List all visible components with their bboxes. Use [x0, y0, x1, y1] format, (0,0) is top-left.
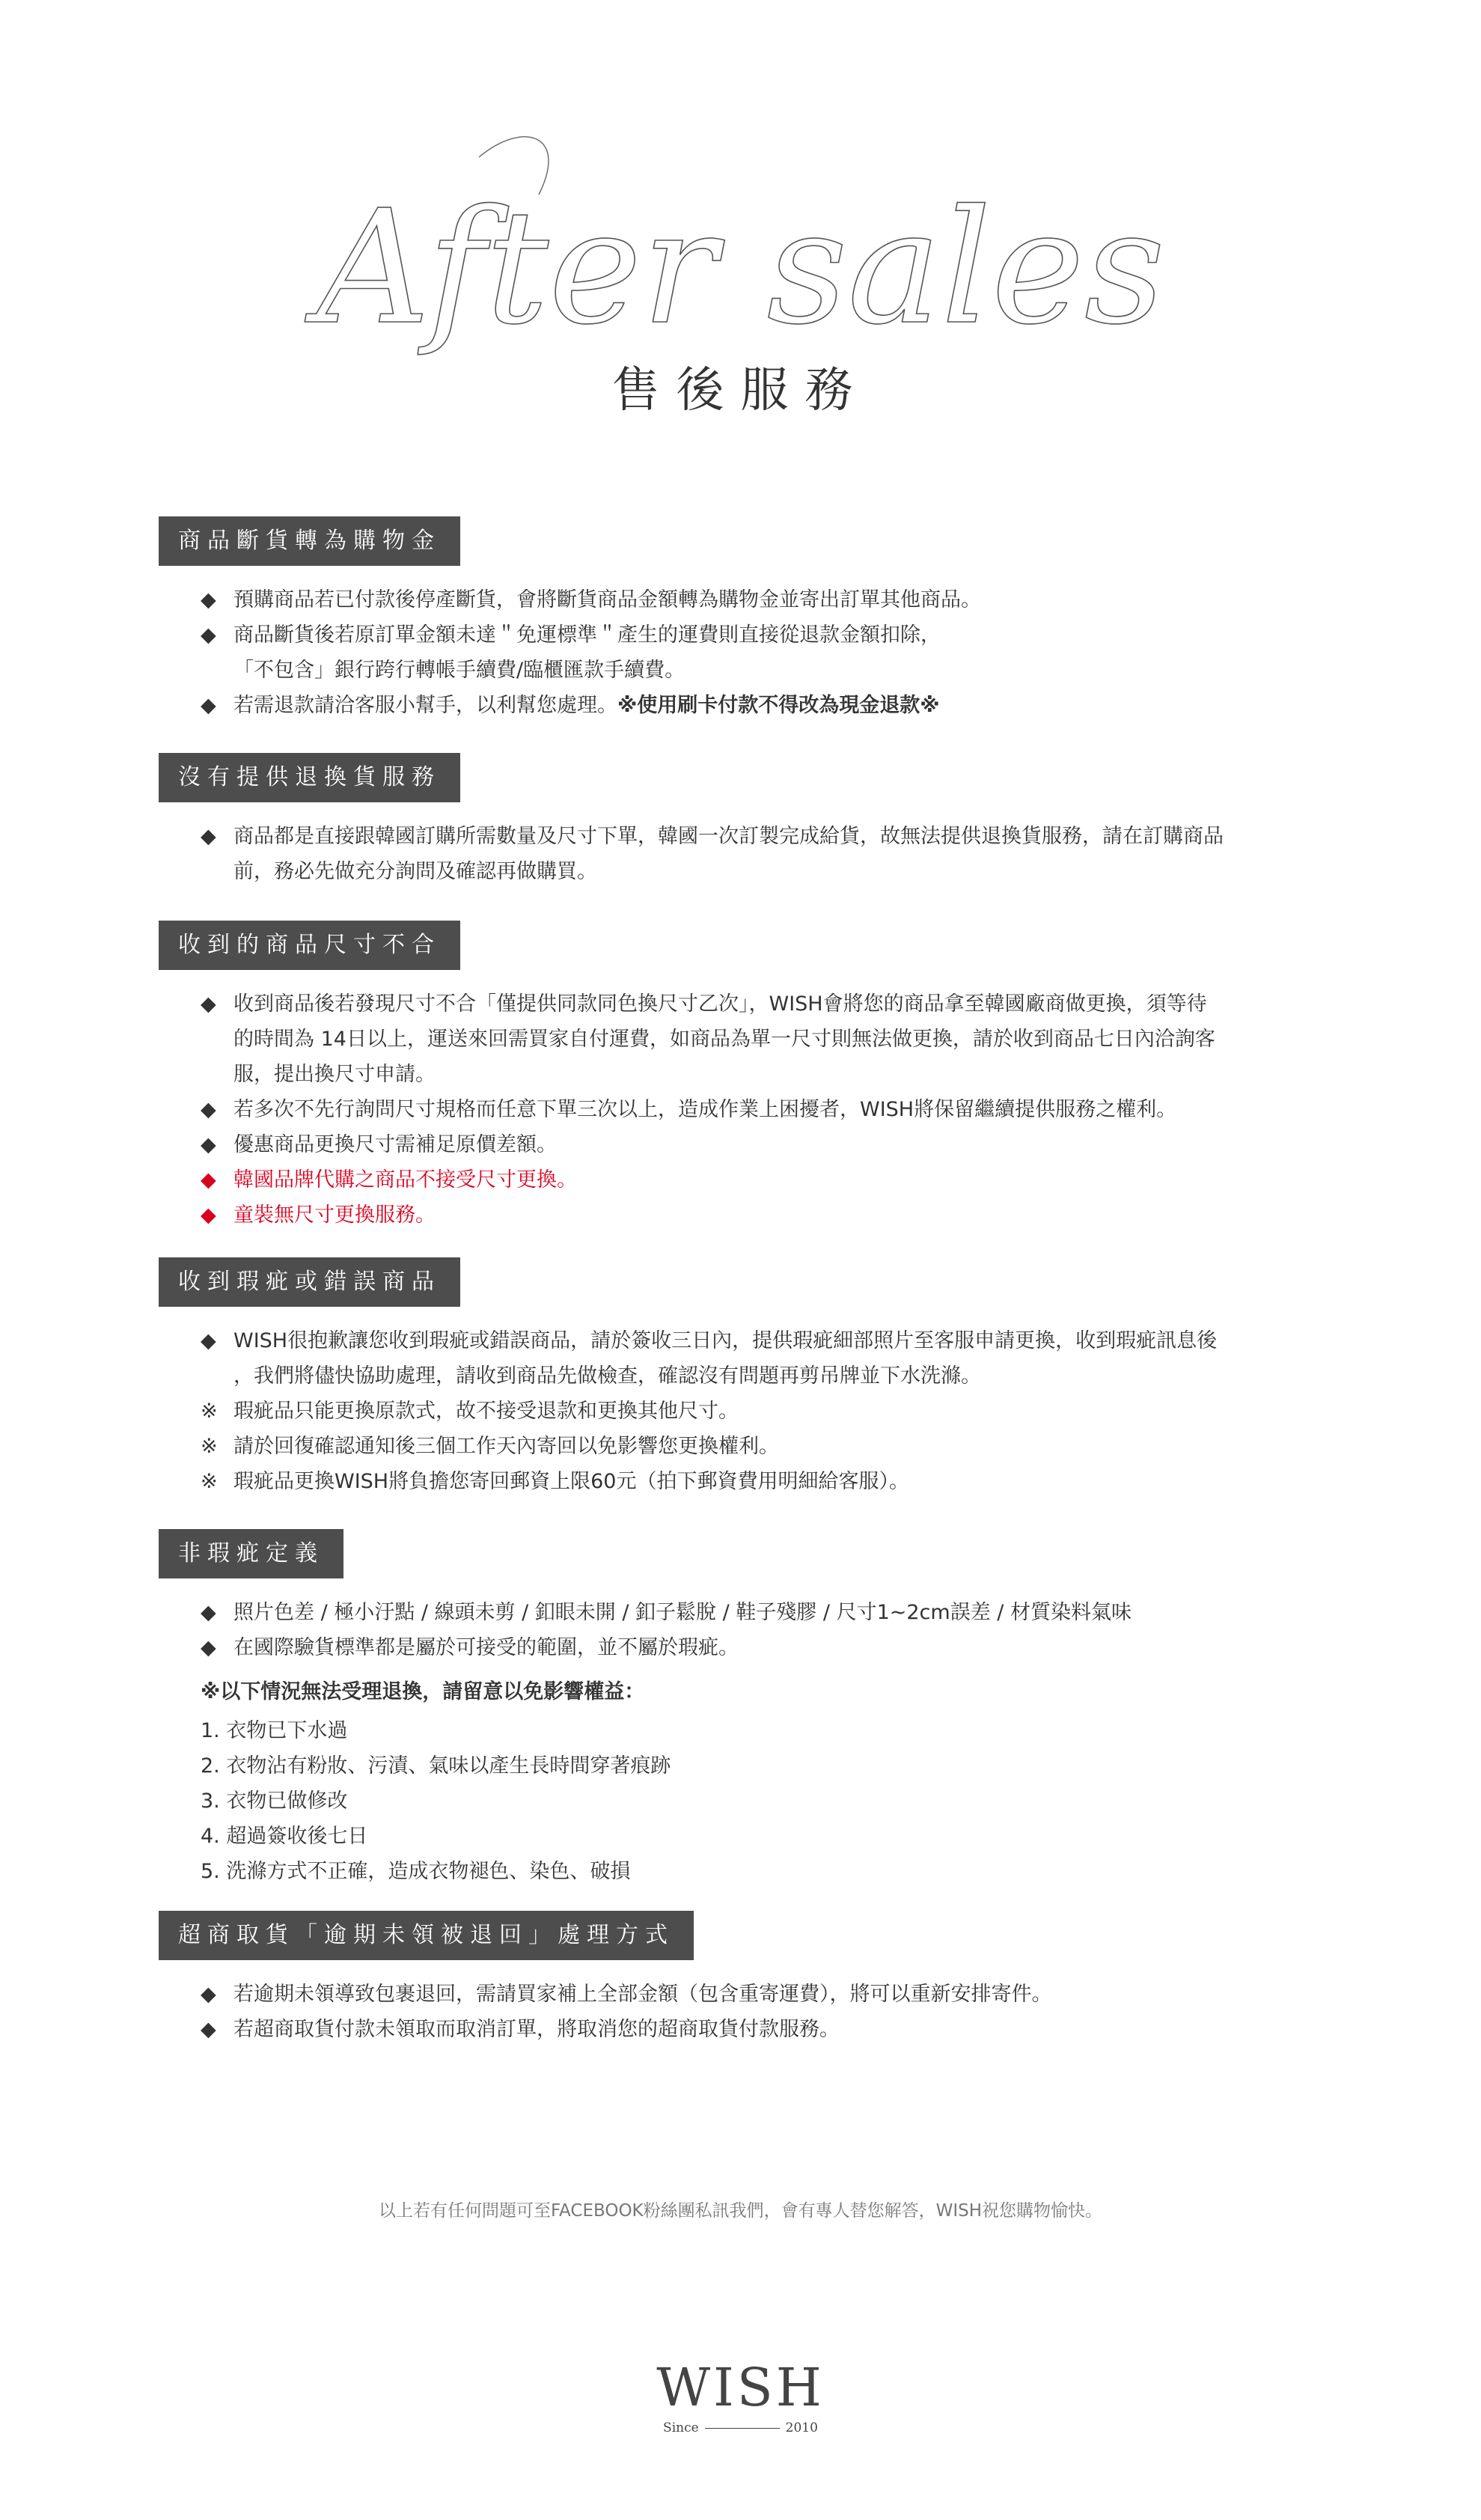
- hero: [0, 0, 1481, 449]
- logo-wordmark: WISH: [656, 2357, 825, 2418]
- card-refund-note: ※使用刷卡付款不得改為現金退款※: [617, 694, 940, 717]
- exclusions-list: [201, 1713, 671, 1889]
- bullet-list: [201, 819, 1353, 889]
- list-item: 「不包含」銀行跨行轉帳手續費/臨櫃匯款手續費。: [233, 659, 685, 682]
- exclusions-heading: ※以下情況無法受理退換，請留意以免影響權益：: [201, 1680, 645, 1703]
- list-item: ◆ 收到商品後若發現尺寸不合「僅提供同款同色換尺寸乙次」，WISH會將您的商品拿至韓國廠商做更換，須等待: [201, 992, 1207, 1016]
- section-header: 收到的商品尺寸不合: [159, 921, 460, 970]
- since-year: 2010: [785, 2420, 818, 2435]
- list-item: 2. 衣物沾有粉妝、污漬、氣味以產生長時間穿著痕跡: [201, 1754, 671, 1778]
- list-item: ※ 請於回復確認通知後三個工作天內寄回以免影響您更換權利。: [201, 1435, 779, 1458]
- list-item: ※ 瑕疵品更換WISH將負擔您寄回郵資上限60元（拍下郵資費用明細給客服）。: [201, 1470, 909, 1493]
- section-header: 商品斷貨轉為購物金: [159, 516, 460, 566]
- since-label: Since: [663, 2420, 699, 2435]
- list-item: ◆ 照片色差 / 極小汙點 / 線頭未剪 / 釦眼未開 / 釦子鬆脫 / 鞋子殘膠 / 尺寸1~2cm誤差 / 材質染料氣味: [201, 1601, 1132, 1624]
- since-rule: [705, 2428, 780, 2429]
- list-item: ，我們將儘快協助處理，請收到商品先做檢查，確認沒有問題再剪吊牌並下水洗滌。: [233, 1364, 981, 1388]
- list-item: 前，務必先做充分詢問及確認再做購買。: [233, 860, 597, 883]
- list-item: ◆ WISH很抱歉讓您收到瑕疵或錯誤商品，請於簽收三日內，提供瑕疵細部照片至客服申請更換，收到瑕疵訊息後: [201, 1329, 1218, 1352]
- wish-logo: [0, 2358, 1481, 2435]
- bullet-list: [201, 1323, 1353, 1499]
- bullet-list: [201, 582, 1353, 723]
- bullet-list: [201, 1595, 1353, 1665]
- section-header: 沒有提供退換貨服務: [159, 753, 460, 802]
- logo-since-line: [0, 2420, 1481, 2435]
- list-item: 的時間為 14日以上，運送來回需買家自付運費，如商品為單一尺寸則無法做更換，請於收到商品七日內洽詢客: [233, 1028, 1215, 1051]
- list-item: ◆ 若多次不先行詢問尺寸規格而任意下單三次以上，造成作業上困擾者，WISH將保留繼續提供服務之權利。: [201, 1098, 1177, 1121]
- list-item: ◆ 優惠商品更換尺寸需補足原價差額。: [201, 1133, 557, 1156]
- section-header: 超商取貨「逾期未領被退回」處理方式: [159, 1911, 694, 1960]
- list-item-warning: ◆ 韓國品牌代購之商品不接受尺寸更換。: [201, 1168, 577, 1192]
- script-title-text: After sales: [317, 176, 1165, 359]
- section-header: 收到瑕疵或錯誤商品: [159, 1257, 460, 1307]
- list-item: ◆ 若超商取貨付款未領取而取消訂單，將取消您的超商取貨付款服務。: [201, 2018, 840, 2041]
- list-item: ◆ 預購商品若已付款後停產斷貨，會將斷貨商品金額轉為購物金並寄出訂單其他商品。: [201, 588, 981, 611]
- page-title: 售後服務: [611, 363, 870, 418]
- list-item: ◆ 若逾期未領導致包裹退回，需請買家補上全部金額（包含重寄運費），將可以重新安排寄件。: [201, 1983, 1052, 2006]
- bullet-list: [201, 986, 1353, 1233]
- list-item: 服，提出換尺寸申請。: [233, 1063, 436, 1086]
- footer-contact-note: 以上若有任何問題可至FACEBOOK粉絲團私訊我們，會有專人替您解答，WISH祝您購物愉快。: [378, 2201, 1103, 2221]
- list-item: ※ 瑕疵品只能更換原款式，故不接受退款和更換其他尺寸。: [201, 1400, 739, 1423]
- list-item: 1. 衣物已下水過: [201, 1719, 348, 1742]
- list-item-warning: ◆ 童裝無尺寸更換服務。: [201, 1203, 436, 1227]
- section-header: 非瑕疵定義: [159, 1529, 343, 1578]
- list-item: ◆ 商品都是直接跟韓國訂購所需數量及尺寸下單，韓國一次訂製完成給貨，故無法提供退換貨服務，請在訂購商品: [201, 825, 1224, 848]
- bullet-list: [201, 1977, 1353, 2047]
- list-item: ◆ 若需退款請洽客服小幫手，以利幫您處理。※使用刷卡付款不得改為現金退款※: [201, 694, 940, 717]
- list-item: ◆ 商品斷貨後若原訂單金額未達＂免運標準＂產生的運費則直接從退款金額扣除，: [201, 623, 941, 647]
- list-item: 3. 衣物已做修改: [201, 1790, 348, 1813]
- list-item: 5. 洗滌方式不正確，造成衣物褪色、染色、破損: [201, 1860, 631, 1883]
- list-item: 4. 超過簽收後七日: [201, 1825, 368, 1848]
- list-item: ◆ 在國際驗貨標準都是屬於可接受的範圍，並不屬於瑕疵。: [201, 1636, 739, 1659]
